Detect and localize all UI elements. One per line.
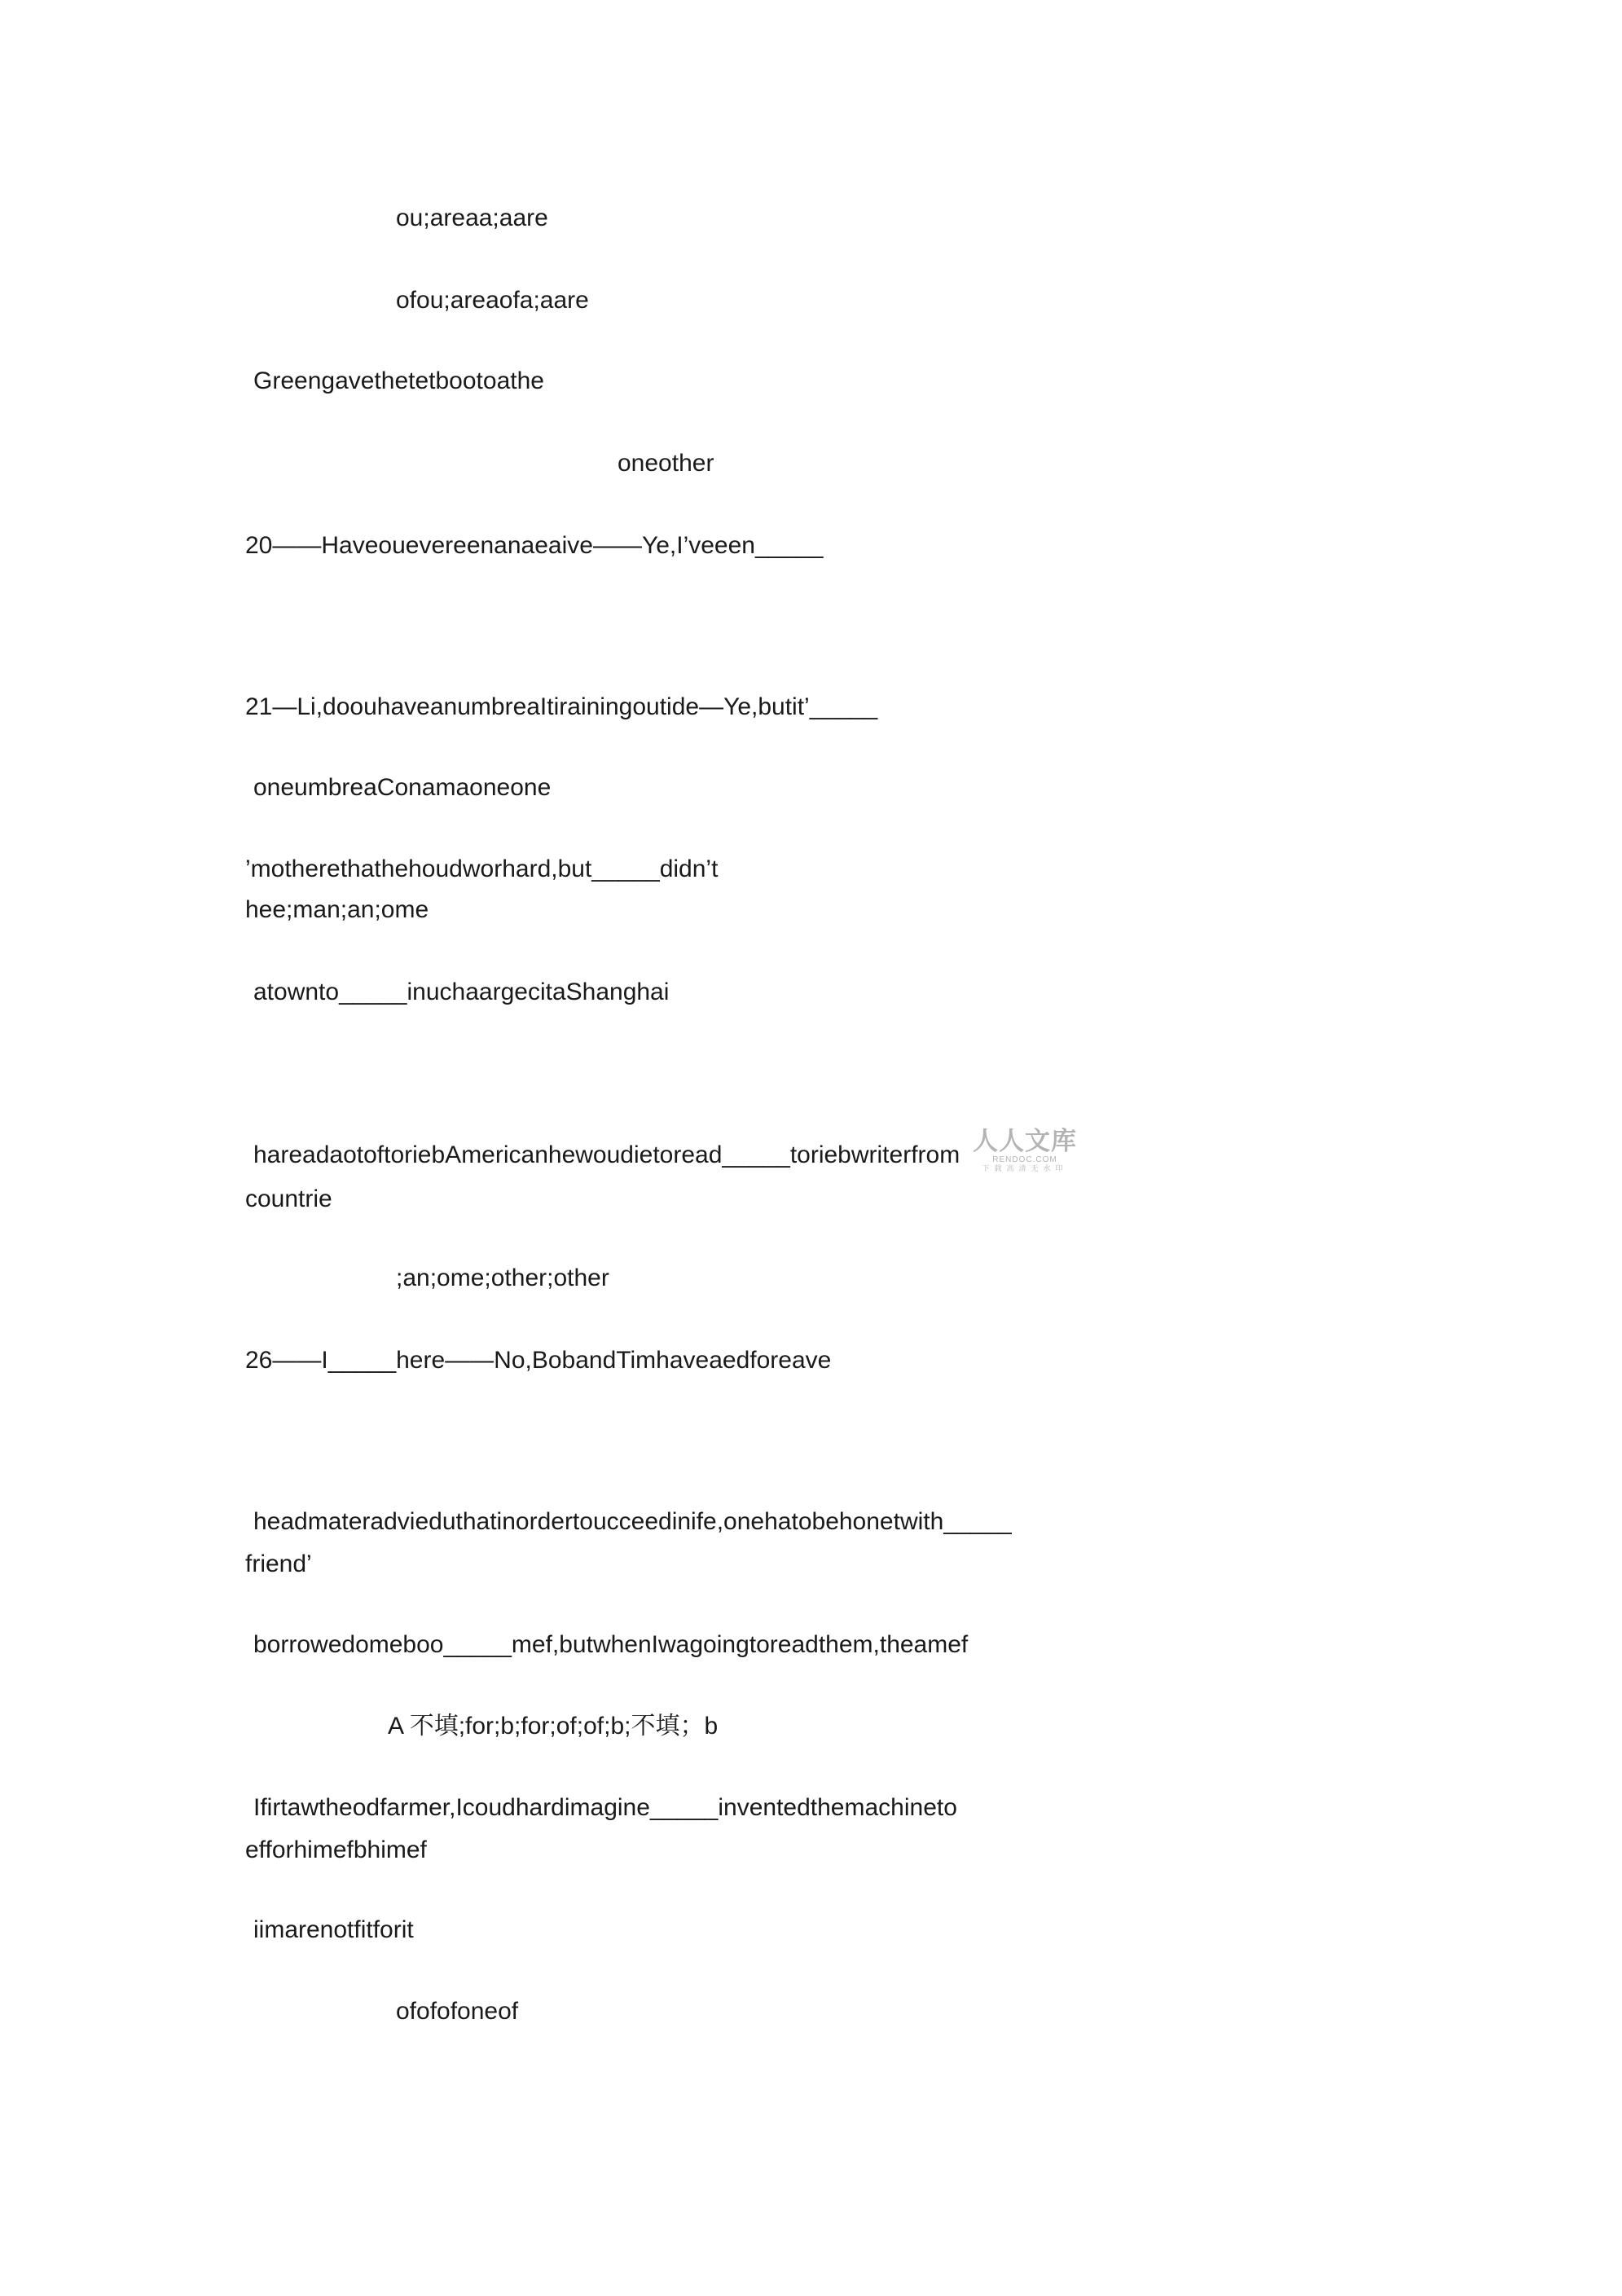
text-line: headmateradvieduthatinordertoucceedinife,onehatobehonetwith_____ — [253, 1508, 1012, 1535]
question-21: 21—Li,doouhaveanumbreaItirainingoutide—Ye,butit’_____ — [245, 693, 878, 720]
watermark-logo — [968, 1128, 1082, 1177]
watermark-name: 人人文库 — [973, 1127, 1077, 1156]
text-line: A 不填;for;b;for;of;of;b;不填；b — [388, 1713, 719, 1740]
text-line: friend’ — [245, 1550, 312, 1577]
text-line: iimarenotfitforit — [253, 1916, 414, 1943]
text-line: borrowedomeboo_____mef,butwhenIwagoingtoreadthem,theamef — [253, 1631, 969, 1658]
text-line: efforhimefbhimef — [245, 1836, 427, 1863]
question-26: 26——I_____here——No,BobandTimhaveaedforeave — [245, 1347, 832, 1374]
text-line: Greengavethetetbootoathe — [253, 367, 544, 394]
text-line: hee;man;an;ome — [245, 896, 429, 923]
text-line: ofou;areaofa;aare — [396, 287, 589, 314]
watermark-slogan: 下载高清无水印 — [982, 1164, 1068, 1172]
text-line: ;an;ome;other;other — [396, 1265, 609, 1291]
text-line: countrie — [245, 1185, 332, 1212]
text-line: ou;areaa;aare — [396, 205, 548, 231]
text-line: oneumbreaConamaoneone — [253, 774, 552, 801]
watermark-url: RENDOC.COM — [992, 1155, 1057, 1164]
text-line: ’motherethathehoudworhard,but_____didn’t — [245, 856, 719, 882]
text-line: Ifirtawtheodfarmer,Icoudhardimagine_____inventedthemachineto — [253, 1794, 957, 1821]
text-line: atownto_____inuchaargecitaShanghai — [253, 979, 670, 1005]
text-line: ofofofoneof — [396, 1998, 519, 2025]
text-line: oneother — [618, 450, 714, 477]
text-line: hareadaotoftoriebAmericanhewoudietoread_____toriebwriterfrom — [253, 1141, 960, 1168]
question-20: 20——Haveouevereenanaeaive——Ye,I’veeen_____ — [245, 532, 824, 559]
